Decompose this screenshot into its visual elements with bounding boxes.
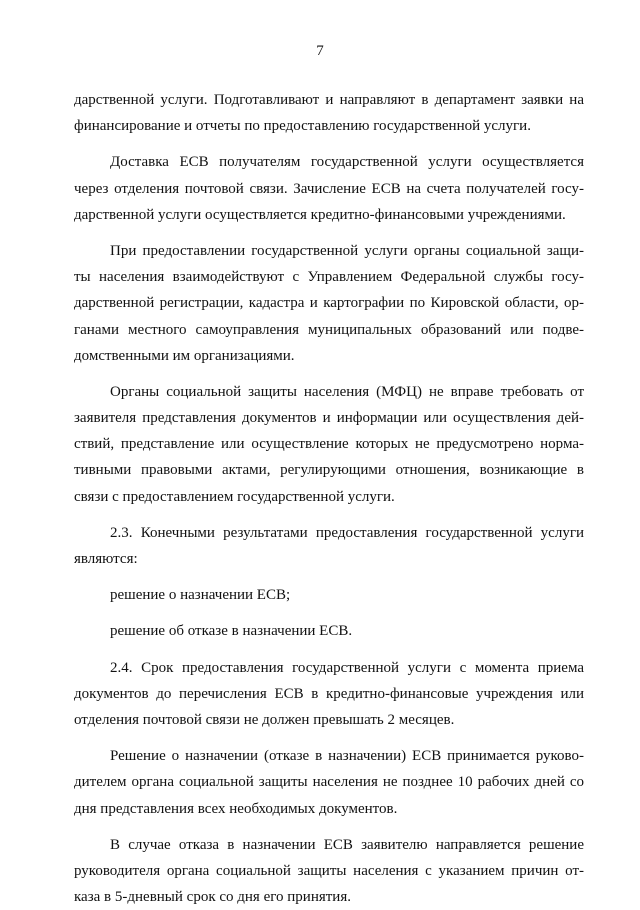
text-line: 2.4. Срок предоставления государственной услуги с момента приема xyxy=(110,659,584,676)
page-number: 7 xyxy=(316,43,324,59)
text-line: являются: xyxy=(74,551,138,567)
text-line: Решение о назначении (отказе в назначении) ЕСВ принимается руково- xyxy=(110,748,584,765)
text-line: через отделения почтовой связи. Зачисление ЕСВ на счета получателей госу- xyxy=(74,180,584,197)
text-line: ганами местного самоуправления муниципальных образований или подве- xyxy=(74,321,584,338)
paragraph xyxy=(74,655,584,734)
text-line: тивными правовыми актами, регулирующими отношения, возникающие в xyxy=(74,462,584,479)
text-line: дарственной услуги. Подготавливают и направляют в департамент заявки на xyxy=(74,92,584,108)
paragraph xyxy=(74,87,584,139)
text-line: дителем органа социальной защиты населения не позднее 10 рабочих дней со xyxy=(74,774,584,791)
text-line: отделения почтовой связи не должен превышать 2 месяцев. xyxy=(74,711,455,728)
text-line: документов до перечисления ЕСВ в кредитно-финансовые учреждения или xyxy=(74,685,584,702)
text-line: ты населения взаимодействуют с Управлением Федеральной службы госу- xyxy=(74,269,584,286)
text-line: руководителя органа социальной защиты населения с указанием причин от- xyxy=(74,862,584,879)
text-line: дня представления всех необходимых документов. xyxy=(74,800,398,817)
text-line: дарственной регистрации, кадастра и картографии по Кировской области, ор- xyxy=(74,295,584,312)
text-line: финансирование и отчеты по предоставлению государственной услуги. xyxy=(74,118,531,135)
paragraph xyxy=(74,743,584,822)
text-line: решение об отказе в назначении ЕСВ. xyxy=(110,623,353,640)
paragraph xyxy=(74,832,584,910)
paragraph xyxy=(74,520,584,572)
text-line: 2.3. Конечными результатами предоставления государственной услуги xyxy=(110,524,584,541)
text-line: связи с предоставлением государственной услуги. xyxy=(74,488,395,505)
text-line: Доставка ЕСВ получателям государственной услуги осуществляется xyxy=(110,154,584,171)
list-item xyxy=(74,618,584,644)
text-line: заявителя представления документов и информации или осуществления дей- xyxy=(74,410,584,427)
text-line: При предоставлении государственной услуги органы социальной защи- xyxy=(110,242,584,259)
text-line: домственными им организациями. xyxy=(74,347,295,364)
text-line: дарственной услуги осуществляется кредитно-финансовыми учреждениями. xyxy=(74,206,566,223)
text-line: В случае отказа в назначении ЕСВ заявителю направляется решение xyxy=(110,836,584,853)
paragraph xyxy=(74,238,584,369)
list-item xyxy=(74,582,584,608)
document-body xyxy=(74,87,584,910)
text-line: каза в 5-дневный срок со дня его принятия. xyxy=(74,889,351,906)
paragraph xyxy=(74,149,584,228)
text-line: решение о назначении ЕСВ; xyxy=(110,587,291,604)
text-line: Органы социальной защиты населения (МФЦ) не вправе требовать от xyxy=(110,383,584,400)
text-line: ствий, представление или осуществление которых не предусмотрено норма- xyxy=(74,436,584,453)
paragraph xyxy=(74,379,584,510)
